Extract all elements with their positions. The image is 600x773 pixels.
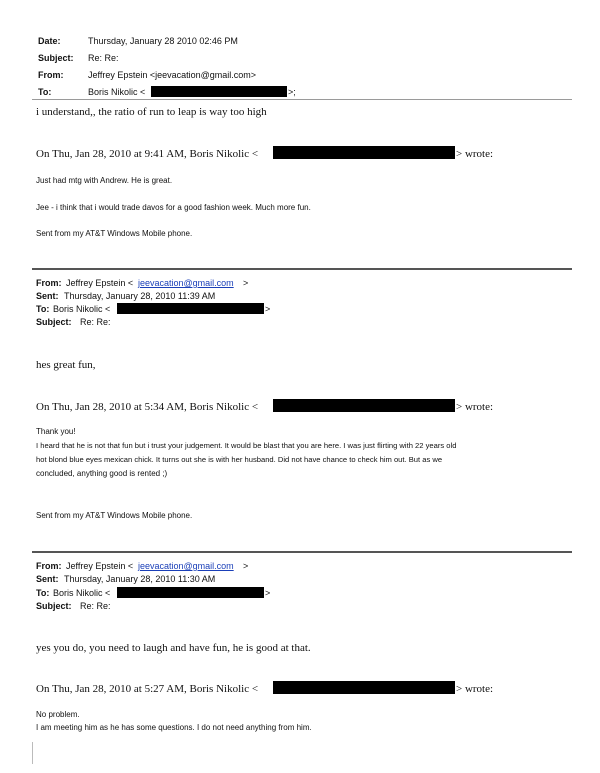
block2-body: hes great fun, xyxy=(36,359,96,371)
message-divider xyxy=(32,268,572,270)
date-value: Thursday, January 28 2010 02:46 PM xyxy=(88,36,238,46)
block2-quote-intro: On Thu, Jan 28, 2010 at 5:34 AM, Boris Nikolic < xyxy=(36,401,259,413)
block3-quote-intro: On Thu, Jan 28, 2010 at 5:27 AM, Boris Nikolic < xyxy=(36,683,259,695)
from-value: Jeffrey Epstein <jeevacation@gmail.com> xyxy=(88,70,257,80)
redaction-bar xyxy=(273,146,455,159)
block2-line: I heard that he is not that fun but i trust your judgement. It would be blast that you are here. I was just flirting with 22 years old xyxy=(36,441,457,450)
subject-label: Subject: xyxy=(36,317,72,327)
sent-value: Thursday, January 28, 2010 11:30 AM xyxy=(64,574,216,584)
from-email-link[interactable]: jeevacation@gmail.com xyxy=(138,278,234,288)
reply1-quote-wrote: > wrote: xyxy=(456,148,494,160)
redaction-bar xyxy=(273,399,455,412)
block2-line: concluded, anything good is rented ;) xyxy=(36,469,168,478)
sent-label: Sent: xyxy=(36,574,59,584)
subject-value: Re: Re: xyxy=(88,53,119,63)
block3-quote-wrote: > wrote: xyxy=(456,683,494,695)
to-close: > xyxy=(265,304,271,314)
from-close: > xyxy=(243,561,249,571)
redaction-bar xyxy=(117,587,264,598)
block2-line: hot blond blue eyes mexican chick. It turns out she is with her husband. Did not have chance to check him out. But as we xyxy=(36,455,443,464)
to-close: > xyxy=(265,588,271,598)
reply1-line: Jee - i think that i would trade davos for a good fashion week. Much more fun. xyxy=(36,203,311,212)
subject-value: Re: Re: xyxy=(80,317,111,327)
to-label: To: xyxy=(36,304,50,314)
header-divider xyxy=(32,99,572,100)
subject-label: Subject: xyxy=(36,601,72,611)
to-label: To: xyxy=(36,588,50,598)
redaction-bar xyxy=(117,303,264,314)
from-label: From: xyxy=(36,561,62,571)
block3-body: yes you do, you need to laugh and have fun, he is good at that. xyxy=(36,642,311,654)
from-label: From: xyxy=(36,278,62,288)
page-edge-mark xyxy=(32,742,33,764)
to-value: Boris Nikolic < xyxy=(88,87,146,97)
from-name: Jeffrey Epstein < xyxy=(66,278,134,288)
subject-value: Re: Re: xyxy=(80,601,111,611)
from-close: > xyxy=(243,278,249,288)
reply1-quote-intro: On Thu, Jan 28, 2010 at 9:41 AM, Boris Nikolic < xyxy=(36,148,259,160)
from-email-link[interactable]: jeevacation@gmail.com xyxy=(138,561,234,571)
block2-quote-wrote: > wrote: xyxy=(456,401,494,413)
block2-line: Thank you! xyxy=(36,427,76,436)
from-name: Jeffrey Epstein < xyxy=(66,561,134,571)
sent-value: Thursday, January 28, 2010 11:39 AM xyxy=(64,291,216,301)
to-value: Boris Nikolic < xyxy=(53,588,111,598)
to-value: Boris Nikolic < xyxy=(53,304,111,314)
block3-line: No problem. xyxy=(36,710,80,719)
redaction-bar xyxy=(151,86,287,97)
block3-line: I am meeting him as he has some questions. I do not need anything from him. xyxy=(36,723,312,732)
sent-label: Sent: xyxy=(36,291,59,301)
to-label: To: xyxy=(38,87,52,97)
from-label: From: xyxy=(38,70,64,80)
to-suffix: >; xyxy=(288,87,296,97)
date-label: Date: xyxy=(38,36,61,46)
subject-label: Subject: xyxy=(38,53,74,63)
reply1-line: Just had mtg with Andrew. He is great. xyxy=(36,176,173,185)
reply1-body: i understand,, the ratio of run to leap is way too high xyxy=(36,106,267,118)
reply1-line: Sent from my AT&T Windows Mobile phone. xyxy=(36,229,193,238)
block2-line: Sent from my AT&T Windows Mobile phone. xyxy=(36,511,193,520)
message-divider xyxy=(32,551,572,553)
redaction-bar xyxy=(273,681,455,694)
